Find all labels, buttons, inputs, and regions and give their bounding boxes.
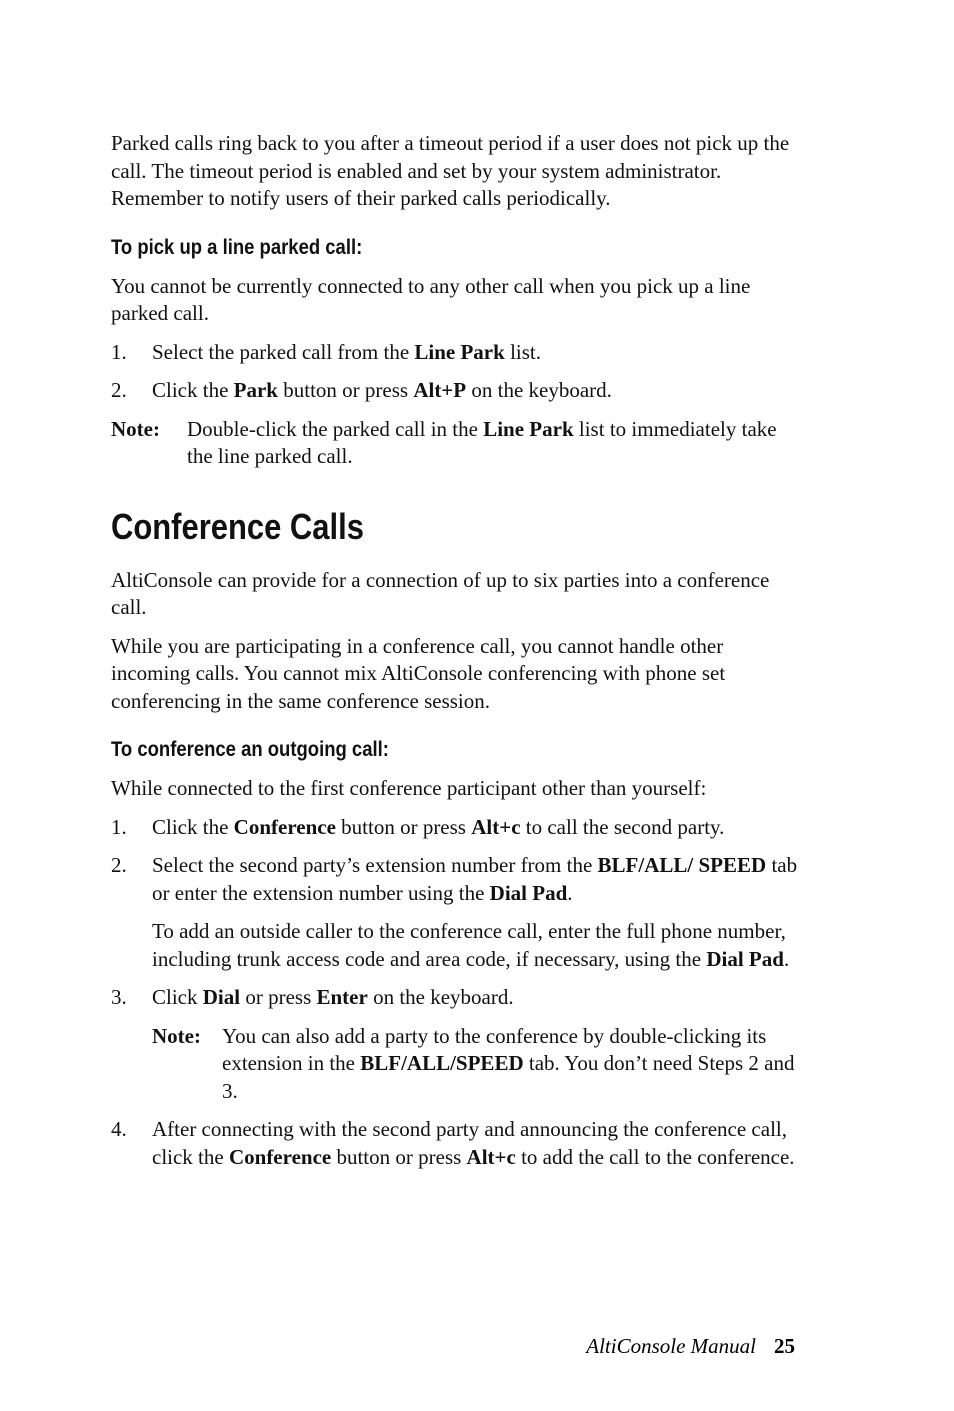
conference-heading: To conference an outgoing call: [111,738,389,761]
manual-title: AltiConsole Manual [586,1334,756,1358]
section-title: Conference Calls [111,505,364,547]
conference-note: Note: You can also add a party to the conference by double-clicking its extension in the BLF/ALL/SPEED tab. You don’t need Steps 2 and 3. [152,1023,795,1103]
pickup-heading: To pick up a line parked call: [111,235,363,259]
conference-step-3: 3. Click Dial or press Enter on the keyboard. [111,985,514,1009]
conference-step-2-detail: To add an outside caller to the conference call, enter the full phone number, including trunk access code and area code, if necessary, using the Dial Pad. [152,919,790,971]
pickup-note: Note: Double-click the parked call in the Line Park list to immediately take the line parked call. [111,416,777,468]
pickup-step-2: 2. Click the Park button or press Alt+P on the keyboard. [111,378,612,402]
page-number: 25 [774,1334,795,1358]
page-content [111,130,801,1182]
conference-step-4: 4. After connecting with the second party and announcing the conference call, click the Conference button or press Alt+c to add the call to the conference. [111,1117,795,1169]
pickup-step-1: 1. Select the parked call from the Line Park list. [111,339,541,364]
conference-paragraph-1: AltiConsole can provide for a connection of up to six parties into a conference call. [111,567,770,619]
intro-paragraph: Parked calls ring back to you after a timeout period if a user does not pick up the call. The timeout period is enabled and set by your system administrator. Remember to notify users of their parked calls periodically. [111,131,790,210]
page-footer [586,1334,795,1359]
conference-paragraph-2: While you are participating in a conference call, you cannot handle other incoming calls. You cannot mix AltiConsole conferencing with phone set conferencing in the same conference session. [111,633,726,713]
conference-description: While connected to the first conference participant other than yourself: [111,776,707,800]
conference-step-1: 1. Click the Conference button or press Alt+c to call the second party. [111,814,725,839]
conference-step-2: 2. Select the second party’s extension number from the BLF/ALL/ SPEED tab or enter the extension number using the Dial Pad. [111,853,798,905]
pickup-description: You cannot be currently connected to any other call when you pick up a line parked call. [111,273,751,325]
